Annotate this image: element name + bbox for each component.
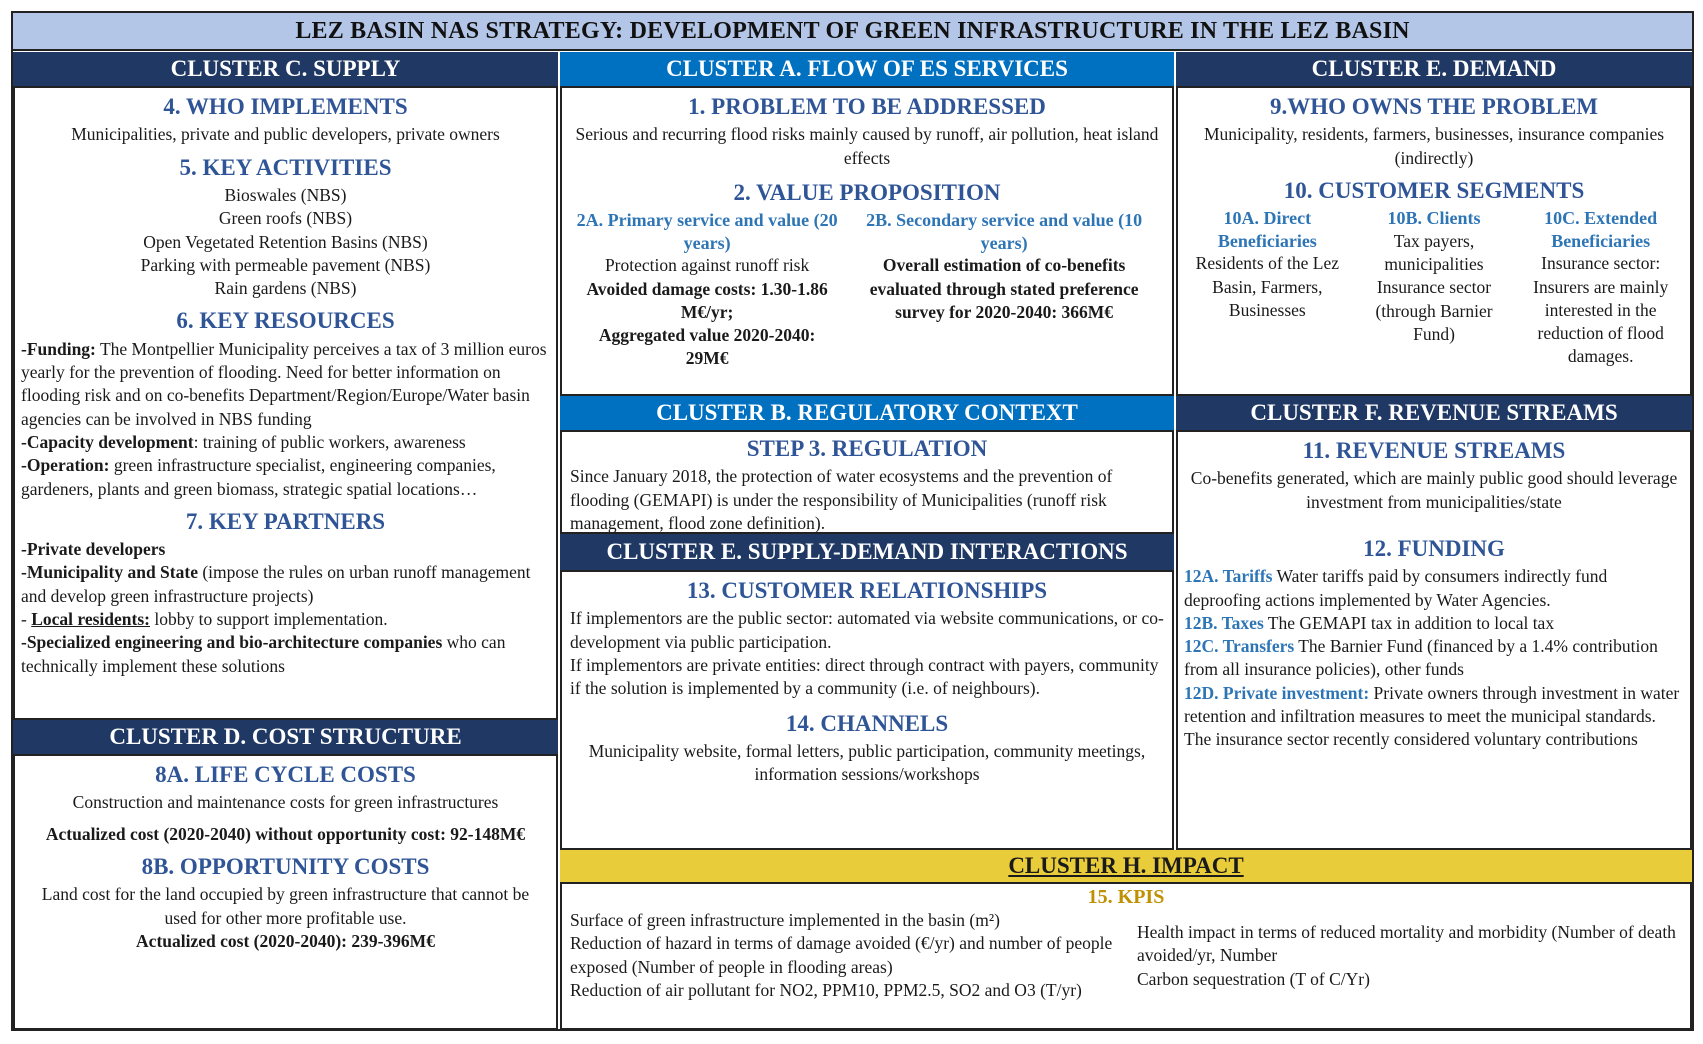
kpi-item: Reduction of air pollutant for NO2, PPM10, PPM2.5, SO2 and O3 (T/yr) [570, 979, 1082, 1000]
cluster-c-banner: CLUSTER C. SUPPLY [13, 52, 558, 86]
life-cycle-costs-text: Construction and maintenance costs for green infrastructures [72, 792, 499, 813]
kpis-left [570, 909, 1129, 1002]
primary-service-text: Protection against runoff risk [604, 255, 810, 276]
key-partners-heading: 7. KEY PARTNERS [185, 508, 386, 534]
key-activities-list [21, 184, 550, 300]
funding-list [1184, 565, 1684, 751]
kpi-item: Reduction of hazard in terms of damage avoided (€/yr) and number of people exposed (Number of people in flooding areas) [570, 933, 1113, 977]
problem-heading: 1. PROBLEM TO BE ADDRESSED [688, 94, 1046, 119]
secondary-service-value: Overall estimation of co-benefits evaluated through stated preference survey for 2020-2040: 366M€ [869, 255, 1139, 322]
cluster-e-supply-demand-panel [560, 570, 1174, 850]
kpis-heading: 15. KPIS [1087, 886, 1165, 908]
funding-text: The Barnier Fund (financed by a 1.4% contribution from all insurance policies), other funds [1184, 636, 1658, 680]
funding-label: 12A. Tariffs [1184, 566, 1273, 587]
value-proposition-columns [570, 209, 1164, 370]
primary-service-heading: 2A. Primary service and value (20 years) [576, 210, 838, 253]
activity-item: Open Vegetated Retention Basins (NBS) [143, 231, 428, 252]
funding-text: Water tariffs paid by consumers indirectly fund deproofing actions implemented by Water Agencies. [1184, 566, 1608, 610]
resource-label: -Operation: [21, 455, 110, 476]
cluster-a-banner: CLUSTER A. FLOW OF ES SERVICES [560, 52, 1174, 86]
segment-clients-heading: 10B. Clients [1387, 208, 1481, 229]
opportunity-costs-heading: 8B. OPPORTUNITY COSTS [141, 853, 430, 879]
kpi-item: Health impact in terms of reduced mortality and morbidity (Number of death avoided/yr, Number [1137, 922, 1676, 966]
key-partners-text [21, 538, 550, 678]
partner-label: -Municipality and State [21, 562, 198, 583]
value-proposition-heading: 2. VALUE PROPOSITION [733, 179, 1001, 205]
funding-label: 12C. Transfers [1184, 636, 1295, 657]
who-owns-problem-text: Municipality, residents, farmers, businesses, insurance companies (indirectly) [1203, 124, 1665, 168]
segment-extended [1517, 207, 1684, 368]
cluster-d-panel [13, 754, 558, 1030]
cluster-e-supply-demand-banner: CLUSTER E. SUPPLY-DEMAND INTERACTIONS [560, 534, 1174, 570]
cluster-e-demand-panel [1176, 86, 1692, 396]
cluster-a-panel [560, 86, 1174, 396]
partner-label: -Specialized engineering and bio-architecture companies [21, 632, 443, 653]
resource-text: green infrastructure specialist, engineering companies, gardeners, plants and green biomass, strategic spatial locations… [21, 455, 496, 499]
customer-segments-columns [1184, 207, 1684, 368]
kpis-right [1129, 909, 1682, 1002]
cluster-h-panel [560, 882, 1692, 1030]
cluster-f-panel [1176, 430, 1692, 850]
resource-text: The Montpellier Municipality perceives a tax of 3 million euros yearly for the prevention of flooding. Need for better information on flooding risk and on co-benefits Department/Region/Europe/Water basin agencies can be involved in NBS funding [21, 338, 547, 429]
kpis-columns [570, 909, 1682, 1002]
who-implements-heading: 4. WHO IMPLEMENTS [163, 94, 408, 119]
segment-clients [1351, 207, 1518, 368]
channels-text: Municipality website, formal letters, public participation, community meetings, information sessions/workshops [588, 740, 1146, 785]
activity-item: Parking with permeable pavement (NBS) [140, 254, 431, 275]
opportunity-costs-text: Land cost for the land occupied by green infrastructure that cannot be used for other more profitable use. [41, 884, 530, 928]
cluster-e-demand-banner: CLUSTER E. DEMAND [1176, 52, 1692, 86]
funding-label: 12B. Taxes [1184, 612, 1264, 633]
cluster-b-panel [560, 430, 1174, 534]
opportunity-costs-value: Actualized cost (2020-2040): 239-396M€ [136, 930, 435, 951]
funding-text: Private owners through investment in water retention and infiltration measures to meet the municipal standards. [1184, 682, 1680, 726]
regulation-heading: STEP 3. REGULATION [746, 436, 988, 461]
regulation-text: Since January 2018, the protection of water ecosystems and the prevention of flooding (GEMAPI) is under the responsibility of Municipalities (runoff risk management, flood zone definition). [570, 466, 1113, 533]
cluster-d-banner: CLUSTER D. COST STRUCTURE [13, 720, 558, 754]
who-implements-text: Municipalities, private and public developers, private owners [71, 124, 500, 145]
resource-label: -Funding: [21, 338, 96, 359]
segment-clients-text: Tax payers, municipalities Insurance sector (through Barnier Fund) [1375, 230, 1493, 344]
problem-text: Serious and recurring flood risks mainly caused by runoff, air pollution, heat island effects [575, 124, 1159, 168]
funding-text: The insurance sector recently considered voluntary contributions [1184, 729, 1638, 750]
life-cycle-costs-heading: 8A. LIFE CYCLE COSTS [155, 762, 416, 787]
page-title: LEZ BASIN NAS STRATEGY: DEVELOPMENT OF GREEN INFRASTRUCTURE IN THE LEZ BASIN [13, 13, 1692, 51]
partner-prefix: - [21, 609, 32, 629]
partner-text: who can technically implement these solutions [21, 632, 506, 676]
customer-relationships-text: If implementors are the public sector: automated via website communications, or co-development via public participation. [570, 608, 1164, 652]
activity-item: Green roofs (NBS) [218, 208, 353, 229]
partner-label: Local residents: [31, 609, 150, 629]
segment-direct-heading: 10A. Direct Beneficiaries [1217, 208, 1317, 251]
funding-text: The GEMAPI tax in addition to local tax [1263, 612, 1555, 633]
funding-heading: 12. FUNDING [1363, 535, 1505, 561]
key-resources-heading: 6. KEY RESOURCES [176, 308, 395, 334]
revenue-streams-text: Co-benefits generated, which are mainly public good should leverage investment from municipalities/state [1190, 468, 1678, 512]
kpi-item: Carbon sequestration (T of C/Yr) [1137, 968, 1370, 989]
activity-item: Bioswales (NBS) [224, 185, 347, 206]
cluster-f-banner: CLUSTER F. REVENUE STREAMS [1176, 396, 1692, 430]
resource-text: : training of public workers, awareness [193, 431, 466, 452]
channels-heading: 14. CHANNELS [785, 710, 949, 736]
funding-label: 12D. Private investment: [1184, 682, 1370, 703]
resource-label: -Capacity development [21, 431, 194, 452]
cluster-h-banner: CLUSTER H. IMPACT [560, 850, 1692, 882]
segment-extended-text: Insurance sector: Insurers are mainly interested in the reduction of flood damages. [1533, 253, 1669, 367]
primary-service-aggregate: Aggregated value 2020-2040: 29M€ [598, 325, 816, 369]
secondary-service-column [844, 209, 1164, 370]
activity-item: Rain gardens (NBS) [214, 278, 357, 299]
segment-direct-text: Residents of the Lez Basin, Farmers, Businesses [1195, 253, 1340, 320]
segment-extended-heading: 10C. Extended Beneficiaries [1544, 208, 1658, 251]
customer-relationships-heading: 13. CUSTOMER RELATIONSHIPS [686, 578, 1048, 603]
key-activities-heading: 5. KEY ACTIVITIES [179, 154, 392, 180]
cluster-b-banner: CLUSTER B. REGULATORY CONTEXT [560, 396, 1174, 430]
customer-relationships-text: If implementors are private entities: direct through contract with payers, community if the solution is implemented by a community (i.e. of neighbours). [570, 654, 1159, 699]
primary-service-column [570, 209, 844, 370]
who-owns-problem-heading: 9.WHO OWNS THE PROBLEM [1269, 94, 1598, 119]
partner-label: -Private developers [21, 539, 166, 560]
secondary-service-heading: 2B. Secondary service and value (10 years) [866, 210, 1143, 253]
segment-direct [1184, 207, 1351, 368]
partner-text: (impose the rules on urban runoff management and develop green infrastructure projects) [21, 562, 531, 606]
key-resources-text [21, 338, 550, 501]
life-cycle-costs-value: Actualized cost (2020-2040) without opportunity cost: 92-148M€ [45, 823, 526, 844]
cluster-c-panel [13, 86, 558, 720]
partner-text: lobby to support implementation. [149, 609, 388, 629]
primary-service-value: Avoided damage costs: 1.30-1.86 M€/yr; [586, 278, 828, 322]
customer-segments-heading: 10. CUSTOMER SEGMENTS [1283, 177, 1585, 203]
revenue-streams-heading: 11. REVENUE STREAMS [1302, 438, 1566, 463]
kpi-item: Surface of green infrastructure implemented in the basin (m²) [570, 910, 1000, 930]
